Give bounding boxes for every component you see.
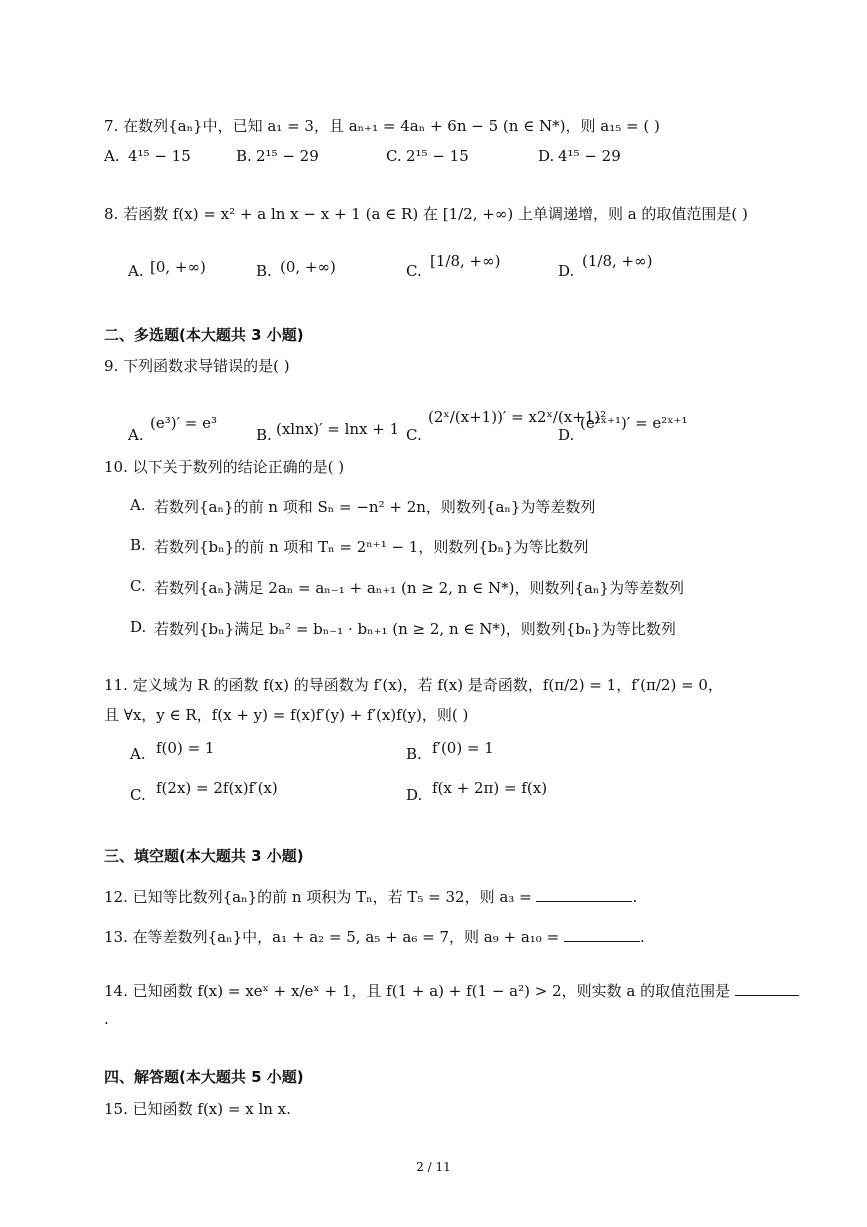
q7-label-b: B.	[236, 147, 252, 165]
q10-label-c: C.	[130, 577, 146, 595]
q8-label-a: A.	[128, 262, 144, 280]
q10-option-b: 若数列{bₙ}的前 n 项和 Tₙ = 2ⁿ⁺¹ − 1，则数列{bₙ}为等比数列	[154, 538, 589, 556]
question-12-stem	[104, 886, 637, 907]
q12-text: 12. 已知等比数列{aₙ}的前 n 项积为 Tₙ，若 T₅ = 32，则 a₃ =	[104, 888, 532, 906]
q13-period: .	[639, 928, 645, 946]
q9-label-a: A.	[128, 426, 144, 444]
q9-label-b: B.	[256, 426, 272, 444]
q13-answer-blank[interactable]	[564, 927, 640, 942]
q9-option-c: (2ˣ/(x+1))′ = x2ˣ/(x+1)²	[428, 408, 607, 426]
q11-label-b: B.	[406, 745, 422, 763]
section-heading-answer: 四、解答题(本大题共 5 小题)	[104, 1068, 304, 1086]
q8-label-d: D.	[558, 262, 575, 280]
q11-label-a: A.	[130, 745, 146, 763]
q7-label-a: A.	[104, 147, 120, 165]
q8-option-d: (1/8, +∞)	[582, 252, 653, 270]
section-heading-multiple-choice: 二、多选题(本大题共 3 小题)	[104, 326, 304, 344]
q7-option-b: 2¹⁵ − 29	[256, 147, 319, 165]
q10-option-d: 若数列{bₙ}满足 bₙ² = bₙ₋₁ · bₙ₊₁ (n ≥ 2, n ∈ N*)，则数列{bₙ}为等比数列	[154, 620, 676, 638]
q9-option-a: (e³)′ = e³	[150, 414, 217, 432]
q12-period: .	[632, 888, 638, 906]
question-10-stem: 10. 以下关于数列的结论正确的是( )	[104, 458, 345, 476]
q11-option-d: f(x + 2π) = f(x)	[432, 779, 548, 797]
question-9-stem: 9. 下列函数求导错误的是( )	[104, 357, 290, 375]
q7-label-c: C.	[386, 147, 402, 165]
q7-option-a: 4¹⁵ − 15	[128, 147, 191, 165]
question-15-stem: 15. 已知函数 f(x) = x ln x.	[104, 1100, 291, 1118]
q14-answer-blank[interactable]	[735, 981, 799, 996]
q8-option-a: [0, +∞)	[150, 258, 206, 276]
q9-option-b: (xlnx)′ = lnx + 1	[276, 420, 400, 438]
q8-label-c: C.	[406, 262, 422, 280]
page-number: 2 / 11	[416, 1160, 451, 1174]
q14-text: 14. 已知函数 f(x) = xeˣ + x/eˣ + 1，且 f(1 + a) + f(1 − a²) > 2，则实数 a 的取值范围是	[104, 982, 731, 1000]
q10-option-c: 若数列{aₙ}满足 2aₙ = aₙ₋₁ + aₙ₊₁ (n ≥ 2, n ∈ N*)，则数列{aₙ}为等差数列	[154, 579, 684, 597]
q10-option-a: 若数列{aₙ}的前 n 项和 Sₙ = −n² + 2n，则数列{aₙ}为等差数列	[154, 498, 596, 516]
section-heading-fill-in: 三、填空题(本大题共 3 小题)	[104, 847, 304, 865]
q11-option-b: f′(0) = 1	[432, 739, 494, 757]
q10-label-a: A.	[130, 496, 146, 514]
q11-label-d: D.	[406, 786, 423, 804]
question-14-stem	[104, 980, 799, 1001]
q9-option-d: (e²ˣ⁺¹)′ = e²ˣ⁺¹	[580, 414, 688, 432]
q9-label-d: D.	[558, 426, 575, 444]
question-11-stem-line-2: 且 ∀x，y ∈ R，f(x + y) = f(x)f′(y) + f′(x)f(y)，则( )	[104, 706, 469, 724]
q11-label-c: C.	[130, 786, 146, 804]
question-11-stem-line-1: 11. 定义域为 R 的函数 f(x) 的导函数为 f′(x)，若 f(x) 是奇函数，f(π/2) = 1，f′(π/2) = 0，	[104, 676, 723, 694]
question-7-stem: 7. 在数列{aₙ}中，已知 a₁ = 3，且 aₙ₊₁ = 4aₙ + 6n − 5 (n ∈ N*)，则 a₁₅ = ( )	[104, 117, 660, 135]
q10-label-d: D.	[130, 618, 147, 636]
q7-label-d: D.	[538, 147, 555, 165]
q13-text: 13. 在等差数列{aₙ}中，a₁ + a₂ = 5, a₅ + a₆ = 7，则 a₉ + a₁₀ =	[104, 928, 560, 946]
question-13-stem	[104, 926, 645, 947]
q14-trailing-period: .	[104, 1010, 109, 1028]
q8-option-b: (0, +∞)	[280, 258, 336, 276]
q11-option-c: f(2x) = 2f(x)f′(x)	[156, 779, 278, 797]
q12-answer-blank[interactable]	[536, 887, 632, 902]
q10-label-b: B.	[130, 536, 146, 554]
q11-option-a: f(0) = 1	[156, 739, 215, 757]
q7-option-c: 2¹⁵ − 15	[406, 147, 469, 165]
q8-label-b: B.	[256, 262, 272, 280]
q8-option-c: [1/8, +∞)	[430, 252, 501, 270]
q9-label-c: C.	[406, 426, 422, 444]
q7-option-d: 4¹⁵ − 29	[558, 147, 621, 165]
question-8-stem: 8. 若函数 f(x) = x² + a ln x − x + 1 (a ∈ R) 在 [1/2, +∞) 上单调递增，则 a 的取值范围是( )	[104, 205, 748, 223]
